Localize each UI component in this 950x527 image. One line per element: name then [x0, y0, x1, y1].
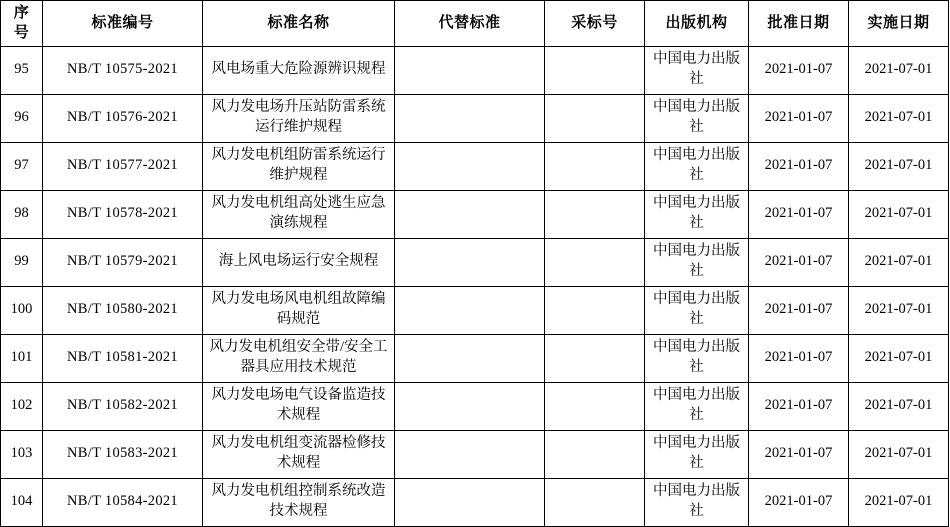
table-header: [1, 1, 949, 47]
cell-name: 风力发电机组高处逃生应急演练规程: [203, 190, 395, 238]
cell-seq: 101: [1, 334, 43, 382]
cell-approve-date: 2021-01-07: [749, 286, 849, 334]
cell-publisher: 中国电力出版社: [645, 142, 749, 190]
cell-publisher: 中国电力出版社: [645, 46, 749, 94]
cell-code: NB/T 10584-2021: [43, 478, 203, 526]
cell-adopted: [545, 478, 645, 526]
cell-seq: 104: [1, 478, 43, 526]
cell-name: 风力发电场风电机组故障编码规范: [203, 286, 395, 334]
cell-code: NB/T 10576-2021: [43, 94, 203, 142]
cell-adopted: [545, 382, 645, 430]
cell-replaced: [395, 94, 545, 142]
cell-approve-date: 2021-01-07: [749, 190, 849, 238]
cell-seq: 97: [1, 142, 43, 190]
cell-name: 风力发电机组防雷系统运行维护规程: [203, 142, 395, 190]
cell-approve-date: 2021-01-07: [749, 142, 849, 190]
cell-approve-date: 2021-01-07: [749, 382, 849, 430]
cell-publisher: 中国电力出版社: [645, 478, 749, 526]
table-row: [1, 286, 949, 334]
cell-code: NB/T 10581-2021: [43, 334, 203, 382]
cell-approve-date: 2021-01-07: [749, 430, 849, 478]
cell-publisher: 中国电力出版社: [645, 430, 749, 478]
cell-impl-date: 2021-07-01: [849, 190, 949, 238]
cell-name: 风力发电机组安全带/安全工器具应用技术规范: [203, 334, 395, 382]
cell-adopted: [545, 142, 645, 190]
cell-replaced: [395, 382, 545, 430]
table-row: [1, 334, 949, 382]
cell-seq: 102: [1, 382, 43, 430]
cell-impl-date: 2021-07-01: [849, 142, 949, 190]
column-header-seq-line2: 号: [13, 25, 30, 42]
column-header-seq: [1, 1, 43, 47]
cell-replaced: [395, 286, 545, 334]
cell-code: NB/T 10579-2021: [43, 238, 203, 286]
table-row: [1, 46, 949, 94]
cell-adopted: [545, 190, 645, 238]
table-row: [1, 142, 949, 190]
cell-seq: 100: [1, 286, 43, 334]
cell-name: 风力发电机组变流器检修技术规程: [203, 430, 395, 478]
cell-code: NB/T 10578-2021: [43, 190, 203, 238]
cell-code: NB/T 10582-2021: [43, 382, 203, 430]
cell-publisher: 中国电力出版社: [645, 94, 749, 142]
cell-name: 风力发电机组控制系统改造技术规程: [203, 478, 395, 526]
cell-impl-date: 2021-07-01: [849, 238, 949, 286]
column-header-replaced: 代替标准: [395, 1, 545, 47]
table-row: [1, 94, 949, 142]
cell-adopted: [545, 334, 645, 382]
cell-name: 风力发电场电气设备监造技术规程: [203, 382, 395, 430]
cell-adopted: [545, 238, 645, 286]
column-header-seq-line1: 序: [13, 5, 30, 21]
cell-impl-date: 2021-07-01: [849, 430, 949, 478]
cell-replaced: [395, 238, 545, 286]
cell-code: NB/T 10580-2021: [43, 286, 203, 334]
cell-seq: 103: [1, 430, 43, 478]
cell-adopted: [545, 430, 645, 478]
table-row: [1, 382, 949, 430]
cell-name: 风力发电场升压站防雷系统运行维护规程: [203, 94, 395, 142]
cell-replaced: [395, 478, 545, 526]
cell-code: NB/T 10575-2021: [43, 46, 203, 94]
cell-publisher: 中国电力出版社: [645, 190, 749, 238]
cell-replaced: [395, 142, 545, 190]
cell-seq: 98: [1, 190, 43, 238]
column-header-approve-date: 批准日期: [749, 1, 849, 47]
table-row: [1, 478, 949, 526]
cell-replaced: [395, 430, 545, 478]
cell-name: 海上风电场运行安全规程: [203, 238, 395, 286]
table-row: [1, 430, 949, 478]
cell-replaced: [395, 190, 545, 238]
table-row: [1, 238, 949, 286]
cell-code: NB/T 10583-2021: [43, 430, 203, 478]
cell-impl-date: 2021-07-01: [849, 94, 949, 142]
cell-replaced: [395, 334, 545, 382]
cell-seq: 96: [1, 94, 43, 142]
cell-publisher: 中国电力出版社: [645, 382, 749, 430]
cell-impl-date: 2021-07-01: [849, 46, 949, 94]
table-header-row: [1, 1, 949, 47]
cell-impl-date: 2021-07-01: [849, 286, 949, 334]
cell-publisher: 中国电力出版社: [645, 238, 749, 286]
cell-seq: 95: [1, 46, 43, 94]
cell-impl-date: 2021-07-01: [849, 334, 949, 382]
cell-adopted: [545, 46, 645, 94]
cell-adopted: [545, 94, 645, 142]
column-header-publisher: 出版机构: [645, 1, 749, 47]
cell-seq: 99: [1, 238, 43, 286]
cell-approve-date: 2021-01-07: [749, 478, 849, 526]
cell-approve-date: 2021-01-07: [749, 238, 849, 286]
cell-approve-date: 2021-01-07: [749, 94, 849, 142]
cell-replaced: [395, 46, 545, 94]
cell-publisher: 中国电力出版社: [645, 286, 749, 334]
column-header-name: 标准名称: [203, 1, 395, 47]
column-header-adopted: 采标号: [545, 1, 645, 47]
cell-name: 风电场重大危险源辨识规程: [203, 46, 395, 94]
cell-adopted: [545, 286, 645, 334]
cell-approve-date: 2021-01-07: [749, 334, 849, 382]
column-header-code: 标准编号: [43, 1, 203, 47]
column-header-impl-date: 实施日期: [849, 1, 949, 47]
table-row: [1, 190, 949, 238]
cell-impl-date: 2021-07-01: [849, 382, 949, 430]
cell-code: NB/T 10577-2021: [43, 142, 203, 190]
cell-impl-date: 2021-07-01: [849, 478, 949, 526]
table-body: [1, 46, 949, 526]
cell-publisher: 中国电力出版社: [645, 334, 749, 382]
cell-approve-date: 2021-01-07: [749, 46, 849, 94]
